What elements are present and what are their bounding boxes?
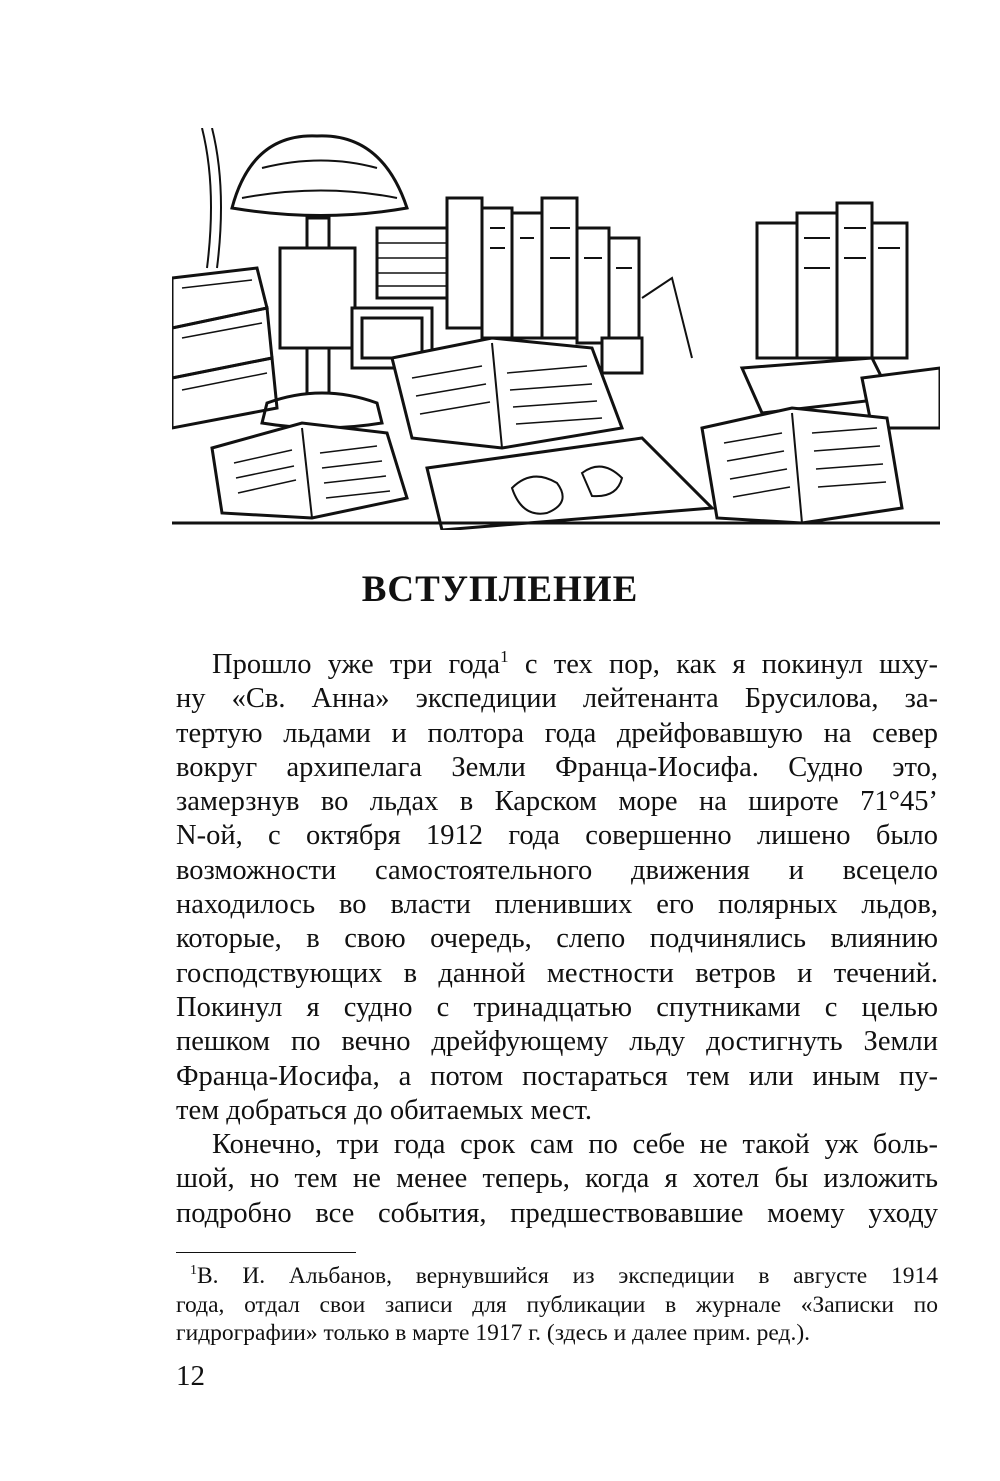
paragraph-line: находилось во власти пленивших его полярных льдов, <box>176 889 938 921</box>
paragraph-line: шой, но тем не менее теперь, когда я хотел бы изложить <box>176 1163 938 1195</box>
paragraph-line: подробно все события, предшествовавшие моему уходу <box>176 1197 938 1229</box>
page-number: 12 <box>176 1360 205 1392</box>
footnote-line-text: В. И. Альбанов, вернувшийся из экспедиции в августе 1914 <box>197 1263 938 1289</box>
paragraph-line-rest: с тех пор, как я покинул шху- <box>508 649 939 680</box>
paragraph-line: тем добраться до обитаемых мест. <box>176 1094 593 1126</box>
paragraph-line: Покинул я судно с тринадцатью спутниками с целью <box>176 991 938 1023</box>
paragraph-line <box>176 648 938 682</box>
paragraph-line: замерзнув во льдах в Карском море на широте 71°45’ <box>176 786 938 818</box>
footnote-line <box>176 1262 938 1291</box>
paragraph-line: Франца-Иосифа, а потом постараться тем или иным пу- <box>176 1060 938 1092</box>
paragraph-line: тертую льдами и полтора года дрейфовавшую на север <box>176 717 938 749</box>
paragraph-line: ну «Св. Анна» экспедиции лейтенанта Брусилова, за- <box>176 683 938 715</box>
paragraph-line: Конечно, три года срок сам по себе не такой уж боль- <box>212 1129 938 1161</box>
footnote <box>176 1262 938 1348</box>
paragraph-line-start: Прошло уже три года <box>212 649 501 680</box>
paragraph-line: вокруг архипелага Земли Франца-Иосифа. Судно это, <box>176 751 938 783</box>
chapter-body <box>176 648 938 1231</box>
chapter-title: ВСТУПЛЕНИЕ <box>361 569 639 610</box>
paragraph-line: пешком по вечно дрейфующему льду достигнуть Земли <box>176 1026 938 1058</box>
footnote-line: гидрографии» только в марте 1917 г. (здесь и далее прим. ред.). <box>176 1320 811 1346</box>
footnote-reference[interactable]: 1 <box>500 647 509 666</box>
footnote-divider <box>176 1252 356 1253</box>
paragraph-line: которые, в свою очередь, слепо подчинялись влиянию <box>176 923 938 955</box>
footnote-marker: 1 <box>190 1263 197 1278</box>
paragraph-line: N-ой, с октября 1912 года совершенно лишено было <box>176 820 938 852</box>
paragraph-line: возможности самостоятельного движения и всецело <box>176 854 938 886</box>
paragraph-line: господствующих в данной местности ветров и течений. <box>176 957 938 989</box>
footnote-line: года, отдал свои записи для публикации в журнале «Записки по <box>176 1291 938 1318</box>
desk-with-books-illustration <box>172 128 940 530</box>
